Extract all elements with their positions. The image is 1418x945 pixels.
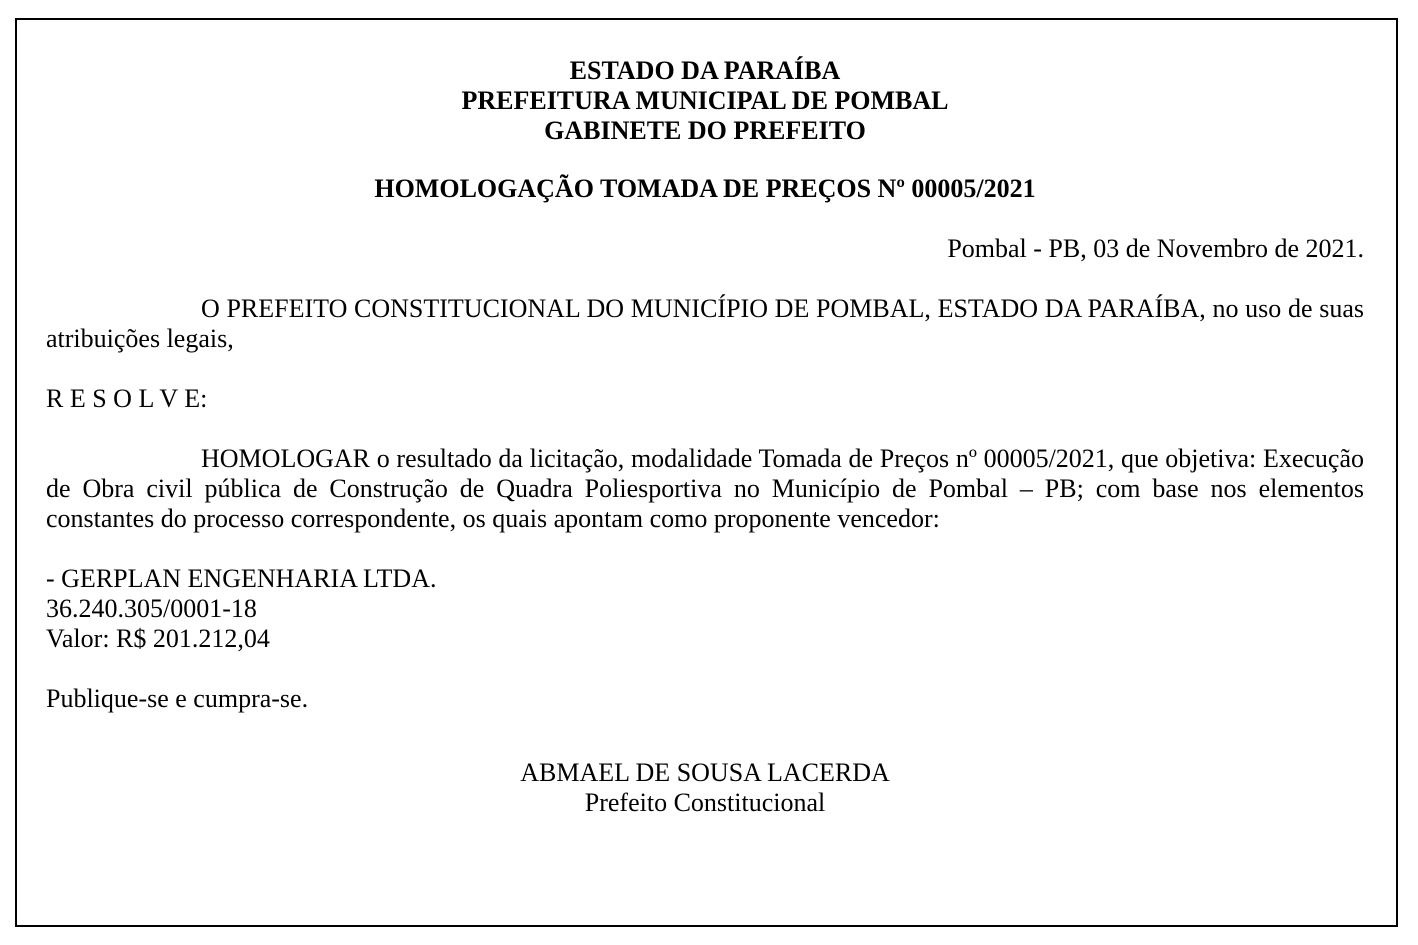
document-date: Pombal - PB, 03 de Novembro de 2021. xyxy=(947,234,1364,263)
winner-cnpj: 36.240.305/0001-18 xyxy=(46,594,257,623)
header-state: ESTADO DA PARAÍBA xyxy=(569,56,841,85)
signatory-role: Prefeito Constitucional xyxy=(584,788,826,817)
intro-text: O PREFEITO CONSTITUCIONAL DO MUNICÍPIO DE POMBAL, ESTADO DA PARAÍBA, no uso de suas atribuições legais, xyxy=(46,294,1364,353)
resolve-heading: R E S O L V E: xyxy=(46,384,208,413)
homologation-text: HOMOLOGAR o resultado da licitação, modalidade Tomada de Preços nº 00005/2021, que objetiva: Execução de Obra civil pública de Construção de Quadra Poliesportiva no Município de Pombal – PB; com base nos elementos constantes do processo correspondente, os quais apontam como proponente vencedor: xyxy=(46,444,1364,533)
winner-name: - GERPLAN ENGENHARIA LTDA. xyxy=(46,564,437,593)
document-header xyxy=(46,56,1364,146)
winner-value: Valor: R$ 201.212,04 xyxy=(46,624,270,653)
winner-block xyxy=(46,564,1364,654)
signatory-name: ABMAEL DE SOUSA LACERDA xyxy=(520,758,890,787)
signature-block xyxy=(46,758,1364,818)
document-title: HOMOLOGAÇÃO TOMADA DE PREÇOS Nº 00005/2021 xyxy=(374,174,1036,203)
intro-paragraph xyxy=(46,294,1364,354)
header-municipality: PREFEITURA MUNICIPAL DE POMBAL xyxy=(461,86,949,115)
homologation-paragraph xyxy=(46,444,1364,534)
header-office: GABINETE DO PREFEITO xyxy=(544,116,866,145)
closing-statement: Publique-se e cumpra-se. xyxy=(46,684,309,713)
document-body xyxy=(46,56,1364,818)
